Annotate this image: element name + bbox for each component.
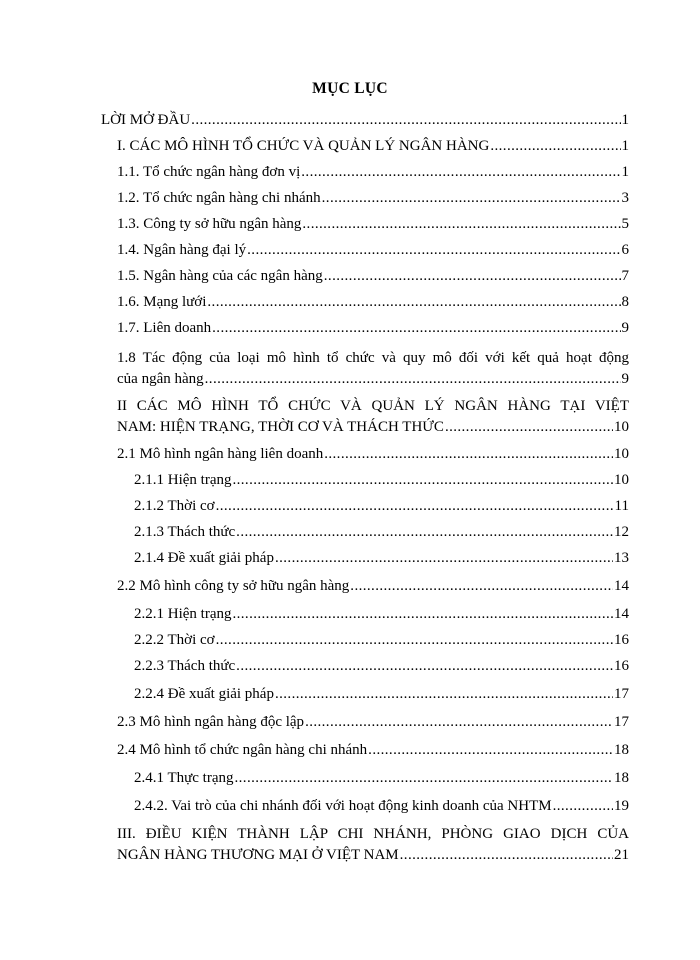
- leader-dots: [275, 684, 613, 705]
- leader-dots: [445, 417, 613, 438]
- leader-dots: [322, 188, 621, 209]
- toc-entry[interactable]: [117, 824, 629, 866]
- leader-dots: [207, 292, 620, 313]
- toc-entry[interactable]: [134, 522, 629, 543]
- toc-entry-label: 2.1.3 Thách thức: [134, 524, 236, 540]
- leader-dots: [302, 214, 620, 235]
- leader-dots: [400, 845, 613, 866]
- leader-dots: [350, 576, 613, 597]
- toc-entry[interactable]: [117, 396, 629, 438]
- toc-entry-label: 2.2.3 Thách thức: [134, 658, 236, 674]
- leader-dots: [191, 110, 620, 131]
- leader-dots: [216, 496, 614, 517]
- toc-entry[interactable]: [117, 576, 629, 597]
- toc-entry[interactable]: [117, 740, 629, 761]
- leader-dots: [490, 136, 620, 157]
- toc-entry[interactable]: [134, 548, 629, 569]
- toc-entry-page: 6: [621, 242, 629, 258]
- leader-dots: [324, 266, 621, 287]
- toc-entry-label: I. CÁC MÔ HÌNH TỔ CHỨC VÀ QUẢN LÝ NGÂN HÀNG: [117, 138, 490, 154]
- leader-dots: [553, 796, 613, 817]
- toc-entry-label: 2.2 Mô hình công ty sở hữu ngân hàng: [117, 578, 350, 594]
- toc-entry-label-line2: của ngân hàng: [117, 371, 204, 387]
- toc-entry[interactable]: [117, 444, 629, 465]
- leader-dots: [235, 768, 614, 789]
- leader-dots: [236, 656, 613, 677]
- toc-entry[interactable]: [117, 292, 629, 313]
- leader-dots: [324, 444, 613, 465]
- toc-entry-label-line1: III. ĐIỀU KIỆN THÀNH LẬP CHI NHÁNH, PHÒNG GIAO DỊCH CỦA: [117, 826, 629, 842]
- toc-entry-label: 1.4. Ngân hàng đại lý: [117, 242, 247, 258]
- toc-entry[interactable]: [117, 348, 629, 390]
- toc-entry[interactable]: [117, 162, 629, 183]
- toc-entry[interactable]: [134, 604, 629, 625]
- leader-dots: [232, 470, 613, 491]
- toc-entry-page: 3: [621, 190, 629, 206]
- toc-entry-label-line1: II CÁC MÔ HÌNH TỔ CHỨC VÀ QUẢN LÝ NGÂN HÀNG TẠI VIỆT: [117, 398, 629, 414]
- toc-entry-page: 12: [614, 524, 629, 540]
- toc-entry-label: 2.1.2 Thời cơ: [134, 498, 215, 514]
- toc-entry[interactable]: [134, 684, 629, 705]
- leader-dots: [212, 318, 620, 339]
- toc-entry-page: 17: [614, 686, 629, 702]
- toc-entry[interactable]: [134, 496, 629, 517]
- leader-dots: [368, 740, 613, 761]
- toc-entry[interactable]: [117, 318, 629, 339]
- toc-entry-label: 1.7. Liên doanh: [117, 320, 212, 336]
- toc-entry-label: 2.1 Mô hình ngân hàng liên doanh: [117, 446, 324, 462]
- toc-entry-page: 13: [614, 550, 629, 566]
- toc-entry-page: 5: [621, 216, 629, 232]
- toc-entry-page: 11: [614, 498, 629, 514]
- toc-entry-page: 10: [614, 419, 629, 435]
- toc-entry-page: 10: [614, 472, 629, 488]
- toc-entry-label: 2.4 Mô hình tổ chức ngân hàng chi nhánh: [117, 742, 368, 758]
- toc-entry-label-line1: 1.8 Tác động của loại mô hình tổ chức và quy mô đối với kết quả hoạt động: [117, 350, 629, 366]
- toc-entry-page: 17: [614, 714, 629, 730]
- toc-entry-label: 1.5. Ngân hàng của các ngân hàng: [117, 268, 323, 284]
- toc-entry-page: 1: [621, 112, 629, 128]
- toc-entry[interactable]: [134, 630, 629, 651]
- toc-entry-label: 1.1. Tổ chức ngân hàng đơn vị: [117, 164, 301, 180]
- leader-dots: [216, 630, 613, 651]
- toc-entry-page: 8: [621, 294, 629, 310]
- toc-entry[interactable]: [117, 136, 629, 157]
- toc-entry[interactable]: [134, 796, 629, 817]
- toc-entry-page: 16: [614, 632, 629, 648]
- toc-entry-label: 1.2. Tổ chức ngân hàng chi nhánh: [117, 190, 321, 206]
- toc-entry-label: 2.2.2 Thời cơ: [134, 632, 215, 648]
- toc-entry-label: 2.1.1 Hiện trạng: [134, 472, 232, 488]
- toc-entry[interactable]: [101, 110, 629, 131]
- toc-entry-label: 2.4.2. Vai trò của chi nhánh đối với hoạt động kinh doanh của NHTM: [134, 798, 552, 814]
- toc-entry-page: 18: [614, 770, 629, 786]
- toc-entry-label: LỜI MỞ ĐẦU: [101, 112, 191, 128]
- toc-entry[interactable]: [134, 470, 629, 491]
- leader-dots: [301, 162, 620, 183]
- toc-entry-label: 2.2.1 Hiện trạng: [134, 606, 232, 622]
- leader-dots: [232, 604, 613, 625]
- leader-dots: [247, 240, 620, 261]
- toc-entry[interactable]: [117, 188, 629, 209]
- toc-entry-label: 2.4.1 Thực trạng: [134, 770, 234, 786]
- toc-entry-page: 7: [621, 268, 629, 284]
- toc-entry-page: 18: [614, 742, 629, 758]
- leader-dots: [205, 369, 621, 390]
- toc-entry-page: 10: [614, 446, 629, 462]
- toc-entry-label: 2.1.4 Đề xuất giải pháp: [134, 550, 274, 566]
- toc-entry-page: 21: [614, 847, 629, 863]
- toc-entry[interactable]: [134, 768, 629, 789]
- toc-entry-page: 19: [614, 798, 629, 814]
- toc-entry-label: 1.6. Mạng lưới: [117, 294, 207, 310]
- leader-dots: [305, 712, 613, 733]
- toc-entry-page: 9: [621, 320, 629, 336]
- toc-entry-page: 16: [614, 658, 629, 674]
- toc-entry-label-line2: NAM: HIỆN TRẠNG, THỜI CƠ VÀ THÁCH THỨC: [117, 419, 444, 435]
- toc-entry-page: 14: [614, 606, 629, 622]
- toc-entry-label: 2.3 Mô hình ngân hàng độc lập: [117, 714, 305, 730]
- toc-entry[interactable]: [117, 266, 629, 287]
- toc-entry[interactable]: [117, 240, 629, 261]
- toc-title: MỤC LỤC: [312, 80, 388, 97]
- toc-entry-label: 2.2.4 Đề xuất giải pháp: [134, 686, 274, 702]
- toc-entry-page: 1: [621, 164, 629, 180]
- toc-entry-page: 1: [621, 138, 629, 154]
- toc-entry-label: 1.3. Công ty sở hữu ngân hàng: [117, 216, 302, 232]
- toc-entry[interactable]: [117, 712, 629, 733]
- toc-entry-page: 9: [621, 371, 629, 387]
- toc-entry-label-line2: NGÂN HÀNG THƯƠNG MẠI Ở VIỆT NAM: [117, 847, 399, 863]
- leader-dots: [275, 548, 613, 569]
- leader-dots: [236, 522, 613, 543]
- toc-entry-page: 14: [614, 578, 629, 594]
- toc-entry[interactable]: [117, 214, 629, 235]
- toc-entry[interactable]: [134, 656, 629, 677]
